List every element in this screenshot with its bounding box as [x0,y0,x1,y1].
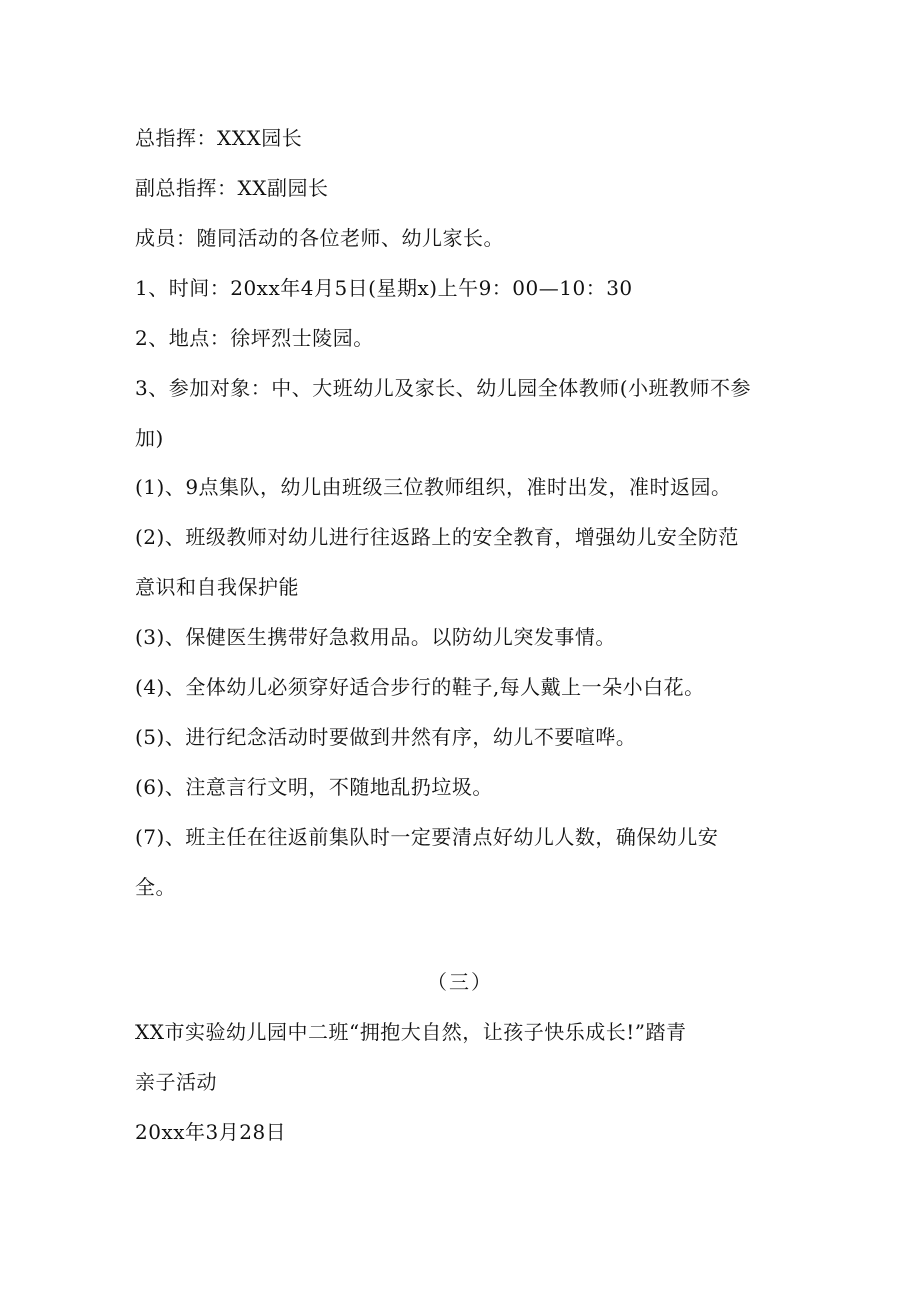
rule-item-1: (1)、9点集队，幼儿由班级三位教师组织，准时出发，准时返园。 [135,475,732,499]
rule-item-3: (3)、保健医生携带好急救用品。以防幼儿突发事情。 [135,625,616,649]
rule-item-2-cont: 意识和自我保护能 [135,575,299,599]
rule-item-7-cont: 全。 [135,875,176,899]
activity-title-line: XX市实验幼儿园中二班“拥抱大自然，让孩子快乐成长!”踏青 [135,1020,687,1044]
location-line: 2、地点：徐坪烈士陵园。 [135,326,374,350]
commander-line: 总指挥：XXX园长 [135,126,303,150]
deputy-commander-line: 副总指挥：XX副园长 [135,176,329,200]
rule-item-7: (7)、班主任在往返前集队时一定要清点好幼儿人数，确保幼儿安 [135,825,719,849]
participants-line: 3、参加对象：中、大班幼儿及家长、幼儿园全体教师(小班教师不参 [135,376,752,400]
rule-item-5: (5)、进行纪念活动时要做到井然有序，幼儿不要喧哗。 [135,725,637,749]
members-line: 成员：随同活动的各位老师、幼儿家长。 [135,226,504,250]
rule-item-2: (2)、班级教师对幼儿进行往返路上的安全教育，增强幼儿安全防范 [135,525,739,549]
section-heading: （三） [427,970,493,994]
rule-item-6: (6)、注意言行文明，不随地乱扔垃圾。 [135,775,493,799]
participants-line-cont: 加) [135,426,164,450]
time-line: 1、时间：20xx年4月5日(星期x)上午9：00—10：30 [135,276,633,300]
activity-title-line-cont: 亲子活动 [135,1070,217,1094]
rule-item-4: (4)、全体幼儿必须穿好适合步行的鞋子,每人戴上一朵小白花。 [135,675,705,699]
activity-date-line: 20xx年3月28日 [135,1120,287,1144]
